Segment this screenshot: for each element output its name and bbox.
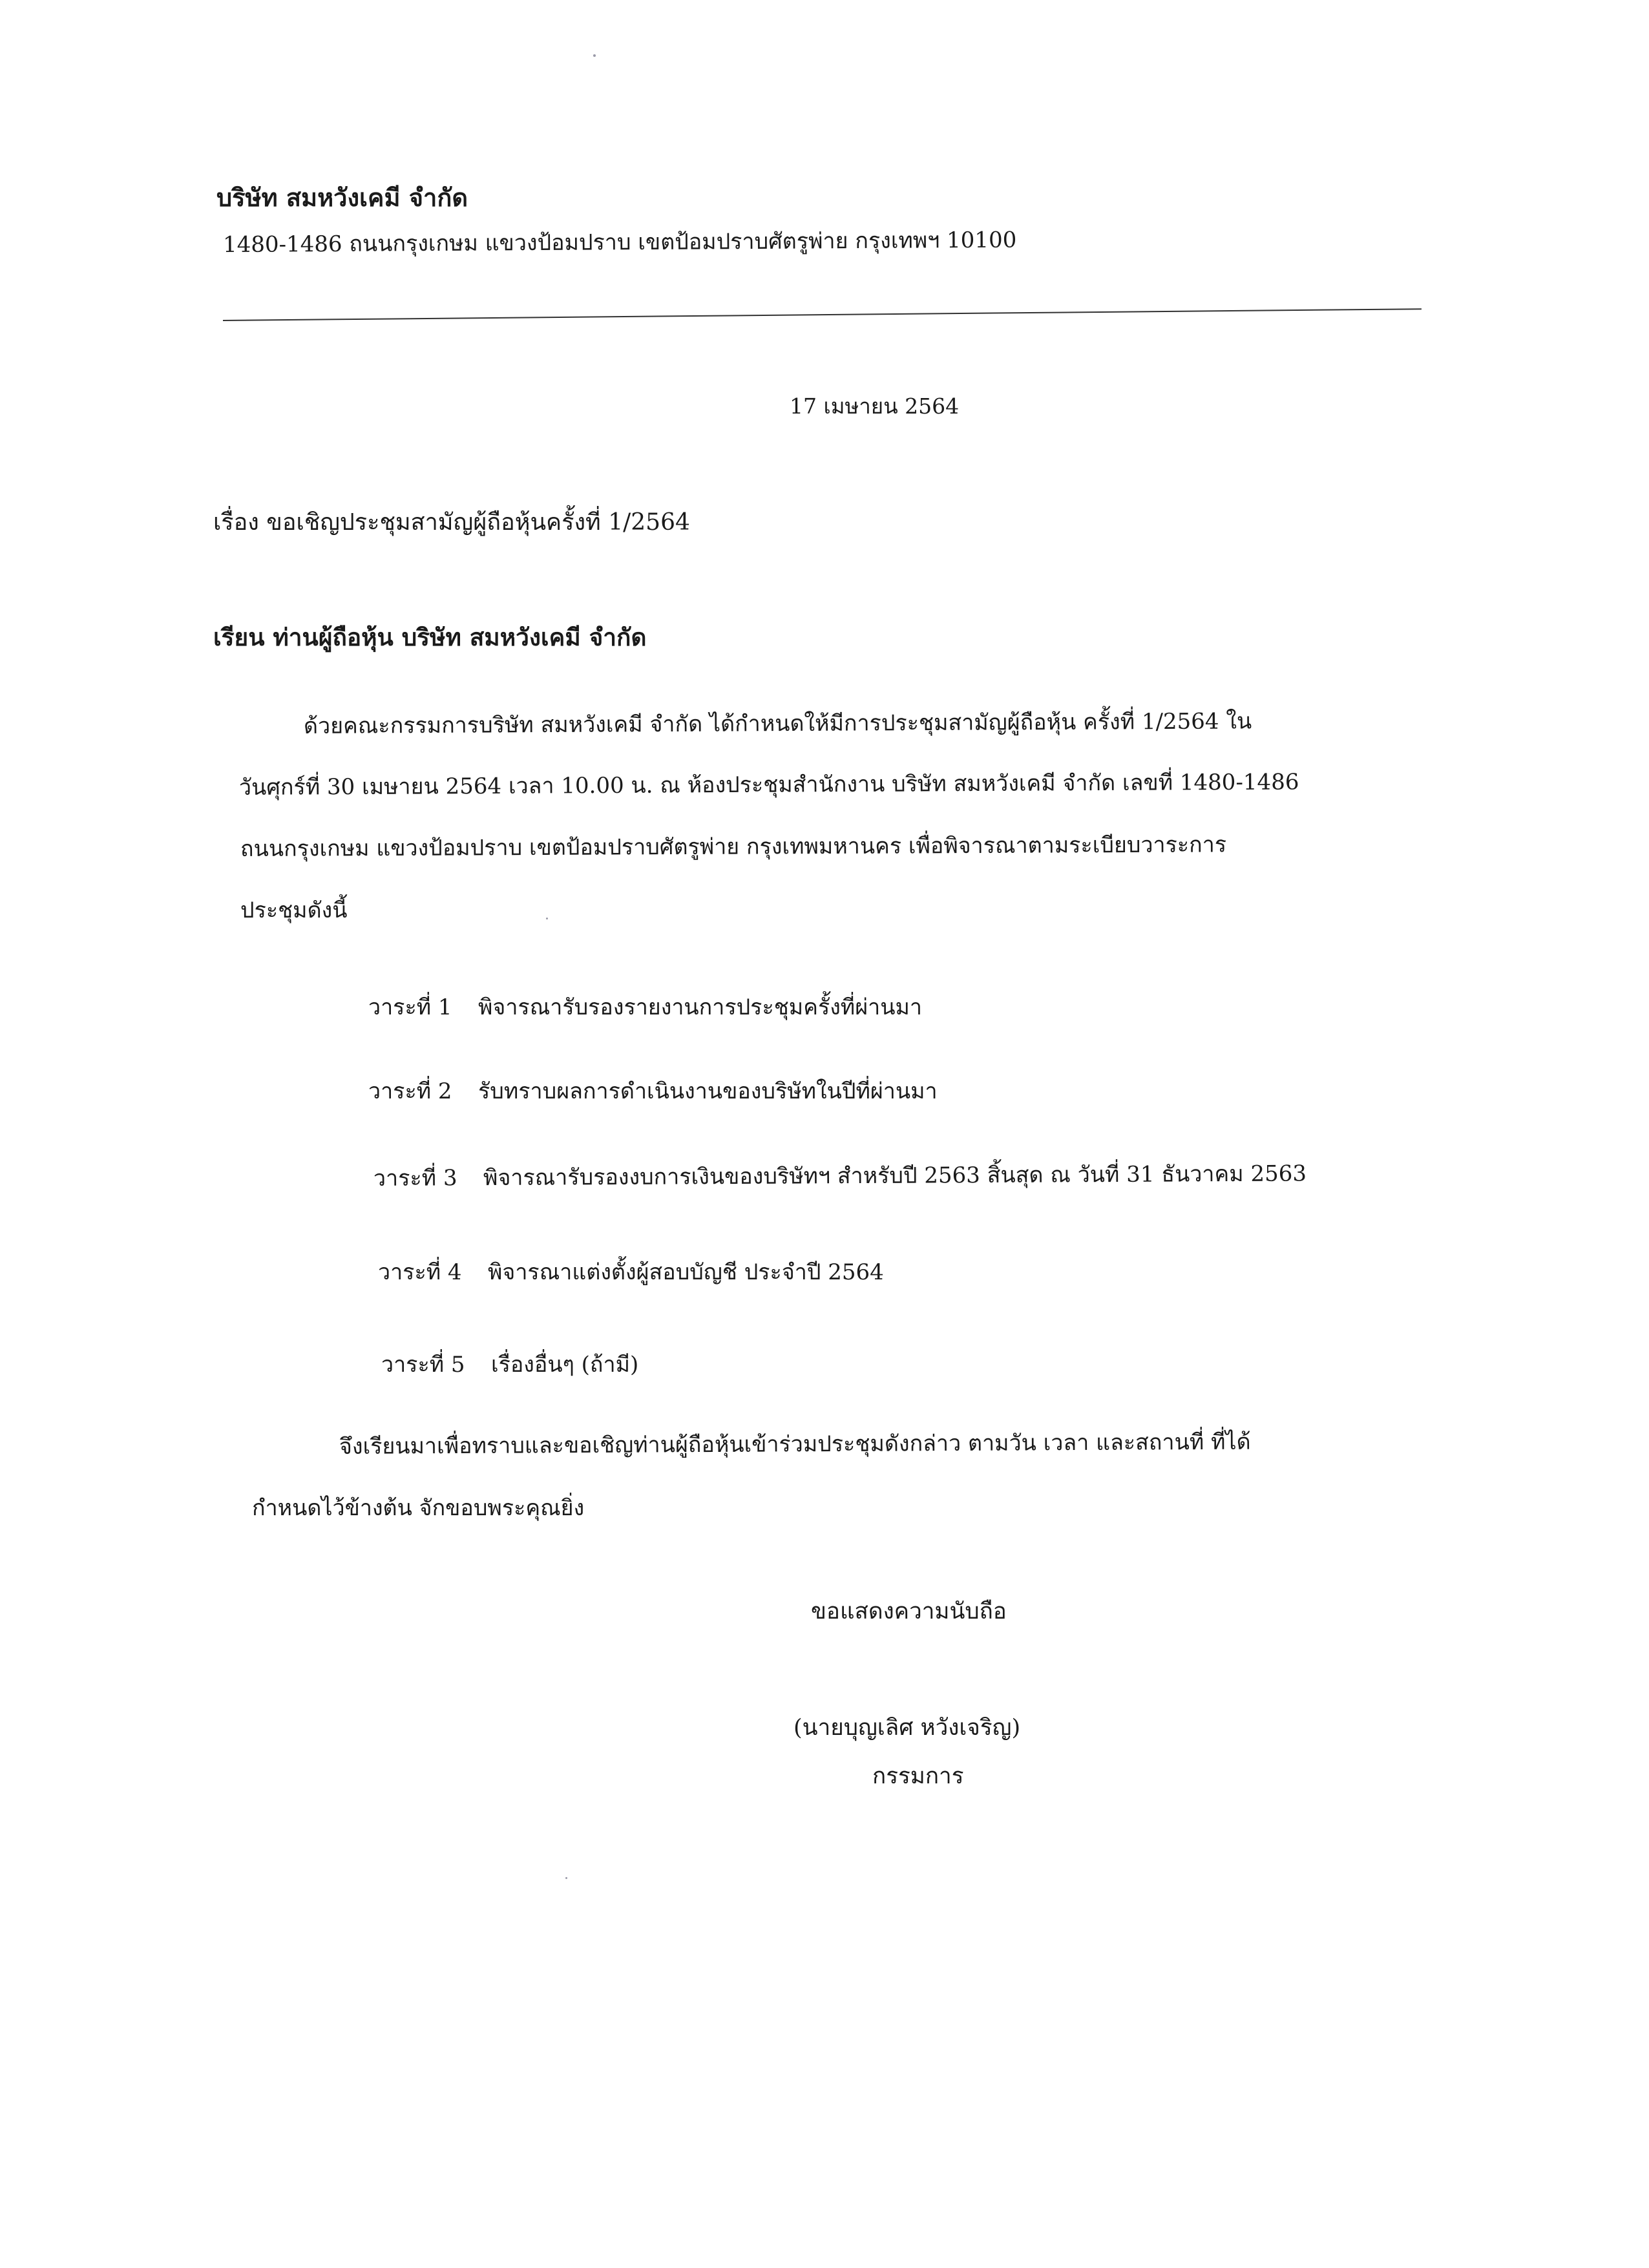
signatory-title: กรรมการ	[872, 1763, 964, 1789]
agenda-text: พิจารณารับรองรายงานการประชุมครั้งที่ผ่านมา	[478, 994, 922, 1020]
letter-salutation: เรียน ท่านผู้ถือหุ้น บริษัท สมหวังเคมี จำกัด	[213, 623, 647, 651]
agenda-number: วาระที่ 3	[373, 1165, 457, 1192]
agenda-number: วาระที่ 5	[381, 1352, 465, 1378]
agenda-item	[378, 1257, 884, 1288]
scan-speck	[593, 54, 596, 57]
letter-date: 17 เมษายน 2564	[790, 394, 960, 419]
agenda-number: วาระที่ 4	[378, 1259, 462, 1285]
signature-regards: ขอแสดงความนับถือ	[811, 1599, 1007, 1624]
agenda-item	[368, 1076, 938, 1107]
agenda-item	[381, 1349, 638, 1380]
body-line: ถนนกรุงเกษม แขวงป้อมปราบ เขตป้อมปราบศัตรูพ่าย กรุงเทพมหานคร เพื่อพิจารณาตามระเบียบวาระการ	[240, 832, 1227, 862]
closing-line: กำหนดไว้ข้างต้น จักขอบพระคุณยิ่ง	[252, 1495, 585, 1521]
closing-line: จึงเรียนมาเพื่อทราบและขอเชิญท่านผู้ถือหุ้นเข้าร่วมประชุมดังกล่าว ตามวัน เวลา และสถานที่ ที่ได้	[339, 1429, 1251, 1460]
letter-subject: เรื่อง ขอเชิญประชุมสามัญผู้ถือหุ้นครั้งที่ 1/2564	[213, 509, 690, 536]
company-name: บริษัท สมหวังเคมี จำกัด	[216, 183, 468, 212]
agenda-text: เรื่องอื่นๆ (ถ้ามี)	[491, 1352, 639, 1378]
body-line: ประชุมดังนี้	[240, 898, 348, 923]
agenda-number: วาระที่ 1	[368, 994, 452, 1020]
agenda-number: วาระที่ 2	[368, 1078, 452, 1104]
agenda-item	[368, 992, 922, 1023]
body-line: วันศุกร์ที่ 30 เมษายน 2564 เวลา 10.00 น. ณ ห้องประชุมสำนักงาน บริษัท สมหวังเคมี จำกัด เลขที่ 1480-1486	[238, 769, 1299, 801]
agenda-text: พิจารณาแต่งตั้งผู้สอบบัญชี ประจำปี 2564	[488, 1259, 884, 1285]
agenda-item	[373, 1158, 1307, 1194]
scan-speck	[565, 1877, 567, 1879]
agenda-text: รับทราบผลการดำเนินงานของบริษัทในปีที่ผ่านมา	[478, 1078, 938, 1104]
header-divider	[223, 308, 1422, 321]
signatory-name: (นายบุญเลิศ หวังเจริญ)	[793, 1715, 1021, 1741]
agenda-text: พิจารณารับรองงบการเงินของบริษัทฯ สำหรับปี 2563 สิ้นสุด ณ วันที่ 31 ธันวาคม 2563	[483, 1160, 1307, 1192]
company-address: 1480-1486 ถนนกรุงเกษม แขวงป้อมปราบ เขตป้อมปราบศัตรูพ่าย กรุงเทพฯ 10100	[222, 227, 1017, 258]
body-line: ด้วยคณะกรรมการบริษัท สมหวังเคมี จำกัด ได้กำหนดให้มีการประชุมสามัญผู้ถือหุ้น ครั้งที่ 1/2564 ใน	[303, 708, 1252, 739]
scan-speck	[546, 918, 548, 919]
